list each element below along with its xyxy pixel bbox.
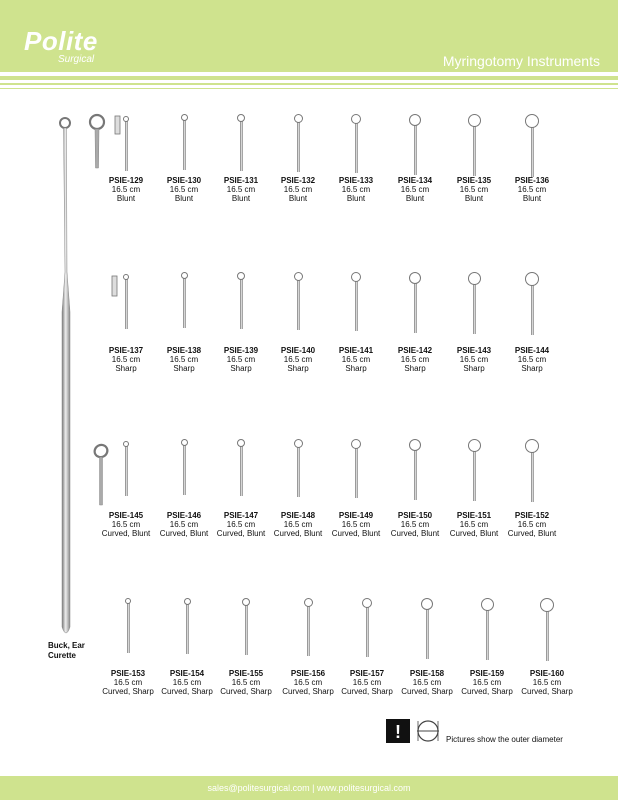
instrument-tip-ring	[481, 598, 494, 611]
product-type: Blunt	[288, 194, 308, 203]
instrument-shaft	[426, 609, 429, 659]
product-size: 16.5 cm	[517, 185, 547, 194]
product-size: 16.5 cm	[517, 520, 547, 529]
diameter-note	[386, 717, 442, 752]
product-type: Curved, Sharp	[341, 687, 393, 696]
product-type: Blunt	[464, 194, 484, 203]
product-code: PSIE-140	[280, 346, 316, 355]
product-code: PSIE-146	[166, 511, 202, 520]
product-item	[492, 346, 572, 373]
product-size: 16.5 cm	[341, 185, 371, 194]
product-code: PSIE-133	[338, 176, 374, 185]
product-size: 16.5 cm	[226, 520, 256, 529]
instrument-shaft	[186, 604, 189, 654]
reference-label	[48, 641, 85, 661]
product-type: Sharp	[230, 364, 252, 373]
product-type: Sharp	[287, 364, 309, 373]
instrument-image	[181, 114, 188, 171]
buck-ear-curette-image	[48, 112, 84, 640]
product-code: PSIE-156	[290, 669, 326, 678]
product-size: 16.5 cm	[352, 678, 382, 687]
product-size: 16.5 cm	[113, 678, 143, 687]
instrument-shaft	[307, 606, 310, 656]
product-code: PSIE-159	[469, 669, 505, 678]
product-type: Sharp	[463, 364, 485, 373]
instrument-image	[362, 598, 372, 658]
curved-probe-image-2	[92, 441, 114, 507]
product-code: PSIE-152	[514, 511, 550, 520]
instrument-image	[237, 114, 245, 172]
product-size: 16.5 cm	[459, 185, 489, 194]
instrument-image	[481, 598, 494, 661]
instrument-image	[468, 272, 481, 335]
instrument-shaft	[127, 603, 130, 653]
product-code: PSIE-160	[529, 669, 565, 678]
reference-label-line1: Buck, Ear	[48, 641, 85, 650]
exclamation-icon: !	[395, 722, 401, 742]
instrument-shaft	[531, 127, 534, 177]
product-type: Sharp	[345, 364, 367, 373]
product-size: 16.5 cm	[283, 355, 313, 364]
product-size: 16.5 cm	[341, 355, 371, 364]
product-code: PSIE-155	[228, 669, 264, 678]
product-size: 16.5 cm	[169, 520, 199, 529]
product-type: Curved, Blunt	[273, 529, 323, 538]
product-code: PSIE-130	[166, 176, 202, 185]
instrument-tip-ring	[237, 439, 245, 447]
instrument-tip-ring	[351, 439, 361, 449]
instrument-image	[181, 439, 188, 496]
product-code: PSIE-158	[409, 669, 445, 678]
product-code: PSIE-145	[108, 511, 144, 520]
instrument-image	[237, 272, 245, 330]
product-code: PSIE-142	[397, 346, 433, 355]
instrument-tip-ring	[468, 114, 481, 127]
tip-preview-blunt	[113, 114, 123, 138]
product-type: Curved, Blunt	[216, 529, 266, 538]
product-size: 16.5 cm	[111, 185, 141, 194]
product-type: Blunt	[405, 194, 425, 203]
instrument-tip-ring	[294, 272, 303, 281]
instrument-tip-ring	[525, 114, 539, 128]
product-type: Blunt	[174, 194, 194, 203]
product-code: PSIE-131	[223, 176, 259, 185]
instrument-shaft	[486, 610, 489, 660]
instrument-shaft	[125, 279, 128, 329]
instrument-image	[468, 114, 481, 177]
product-type: Curved, Sharp	[161, 687, 213, 696]
instrument-image	[304, 598, 313, 657]
product-size: 16.5 cm	[412, 678, 442, 687]
product-type: Curved, Blunt	[331, 529, 381, 538]
product-code: PSIE-149	[338, 511, 374, 520]
instrument-image	[409, 114, 421, 176]
product-size: 16.5 cm	[226, 355, 256, 364]
product-size: 16.5 cm	[400, 355, 430, 364]
instrument-image	[294, 439, 303, 498]
product-type: Curved, Sharp	[102, 687, 154, 696]
instrument-image	[123, 116, 129, 170]
instrument-shaft	[473, 284, 476, 334]
instrument-shaft	[297, 280, 300, 330]
product-type: Blunt	[522, 194, 542, 203]
product-item	[492, 176, 572, 203]
header-band	[0, 0, 618, 72]
instrument-shaft	[183, 278, 186, 328]
product-size: 16.5 cm	[517, 355, 547, 364]
product-code: PSIE-147	[223, 511, 259, 520]
product-type: Curved, Blunt	[101, 529, 151, 538]
instrument-image	[468, 439, 481, 502]
product-size: 16.5 cm	[532, 678, 562, 687]
instrument-shaft	[473, 451, 476, 501]
product-size: 16.5 cm	[226, 185, 256, 194]
product-type: Sharp	[521, 364, 543, 373]
instrument-tip-ring	[294, 114, 303, 123]
product-code: PSIE-154	[169, 669, 205, 678]
instrument-image	[125, 598, 131, 654]
instrument-tip-ring	[409, 439, 421, 451]
instrument-tip-ring	[525, 439, 539, 453]
instrument-image	[237, 439, 245, 497]
instrument-image	[294, 272, 303, 331]
instrument-tip-ring	[181, 439, 188, 446]
product-size: 16.5 cm	[169, 185, 199, 194]
instrument-image	[242, 598, 250, 656]
instrument-shaft	[355, 281, 358, 331]
product-code: PSIE-141	[338, 346, 374, 355]
product-code: PSIE-157	[349, 669, 385, 678]
product-code: PSIE-139	[223, 346, 259, 355]
product-size: 16.5 cm	[341, 520, 371, 529]
page-title: Myringotomy Instruments	[442, 53, 600, 69]
product-type: Sharp	[404, 364, 426, 373]
instrument-tip-ring	[468, 272, 481, 285]
product-code: PSIE-153	[110, 669, 146, 678]
instrument-tip-ring	[181, 272, 188, 279]
instrument-tip-ring	[181, 114, 188, 121]
instrument-shaft	[183, 120, 186, 170]
curved-probe-image	[86, 112, 108, 172]
instrument-shaft	[125, 446, 128, 496]
instrument-shaft	[355, 123, 358, 173]
product-size: 16.5 cm	[169, 355, 199, 364]
product-size: 16.5 cm	[472, 678, 502, 687]
tip-preview-sharp	[110, 274, 120, 300]
footer-band	[0, 776, 618, 800]
product-type: Sharp	[115, 364, 137, 373]
instrument-tip-ring	[125, 598, 131, 604]
product-code: PSIE-129	[108, 176, 144, 185]
instrument-shaft	[125, 121, 128, 171]
instrument-tip-ring	[184, 598, 191, 605]
instrument-shaft	[414, 125, 417, 175]
product-type: Curved, Sharp	[220, 687, 272, 696]
brand-subtitle: Surgical	[58, 54, 95, 65]
instrument-shaft	[531, 452, 534, 502]
instrument-tip-ring	[421, 598, 433, 610]
instrument-shaft	[366, 607, 369, 657]
product-item	[507, 669, 587, 696]
product-type: Curved, Sharp	[461, 687, 513, 696]
product-type: Curved, Sharp	[401, 687, 453, 696]
instrument-shaft	[297, 122, 300, 172]
product-type: Sharp	[173, 364, 195, 373]
instrument-image	[525, 114, 539, 178]
instrument-shaft	[240, 446, 243, 496]
product-type: Curved, Blunt	[159, 529, 209, 538]
product-size: 16.5 cm	[231, 678, 261, 687]
instrument-image	[525, 439, 539, 503]
instrument-tip-ring	[362, 598, 372, 608]
instrument-shaft	[240, 121, 243, 171]
product-size: 16.5 cm	[400, 520, 430, 529]
instrument-tip-ring	[123, 441, 129, 447]
product-size: 16.5 cm	[283, 520, 313, 529]
product-size: 16.5 cm	[283, 185, 313, 194]
brand-logo: Polite	[24, 26, 98, 56]
header-stripe-hair	[0, 88, 618, 89]
note-icons	[386, 717, 442, 747]
instrument-image	[184, 598, 191, 655]
product-size: 16.5 cm	[172, 678, 202, 687]
product-type: Curved, Blunt	[507, 529, 557, 538]
header-stripe	[0, 76, 618, 80]
instrument-tip-ring	[540, 598, 554, 612]
product-size: 16.5 cm	[111, 355, 141, 364]
instrument-shaft	[414, 283, 417, 333]
instrument-tip-ring	[351, 272, 361, 282]
product-size: 16.5 cm	[459, 520, 489, 529]
instrument-shaft	[297, 447, 300, 497]
instrument-shaft	[546, 611, 549, 661]
reference-label-line2: Curette	[48, 651, 77, 660]
instrument-image	[294, 114, 303, 173]
instrument-image	[123, 274, 129, 328]
instrument-tip-ring	[525, 272, 539, 286]
instrument-shaft	[245, 605, 248, 655]
instrument-image	[409, 272, 421, 334]
instrument-tip-ring	[294, 439, 303, 448]
product-code: PSIE-143	[456, 346, 492, 355]
instrument-tip-ring	[237, 272, 245, 280]
instrument-shaft	[240, 279, 243, 329]
instrument-shaft	[531, 285, 534, 335]
instrument-image	[181, 272, 188, 329]
instrument-image	[540, 598, 554, 662]
instrument-shaft	[473, 126, 476, 176]
product-type: Curved, Blunt	[449, 529, 499, 538]
instrument-image	[351, 439, 361, 499]
product-type: Blunt	[116, 194, 136, 203]
product-size: 16.5 cm	[459, 355, 489, 364]
product-type: Blunt	[346, 194, 366, 203]
product-type: Curved, Sharp	[521, 687, 573, 696]
instrument-tip-ring	[123, 116, 129, 122]
product-code: PSIE-136	[514, 176, 550, 185]
instrument-image	[123, 441, 129, 495]
instrument-image	[525, 272, 539, 336]
product-size: 16.5 cm	[293, 678, 323, 687]
product-code: PSIE-137	[108, 346, 144, 355]
instrument-tip-ring	[351, 114, 361, 124]
header-stripe-thin	[0, 83, 618, 85]
instrument-tip-ring	[409, 114, 421, 126]
product-code: PSIE-132	[280, 176, 316, 185]
product-size: 16.5 cm	[400, 185, 430, 194]
footer-contact: sales@politesurgical.com | www.politesurgical.com	[207, 783, 411, 793]
product-type: Curved, Sharp	[282, 687, 334, 696]
instrument-tip-ring	[242, 598, 250, 606]
instrument-tip-ring	[409, 272, 421, 284]
product-code: PSIE-144	[514, 346, 550, 355]
instrument-tip-ring	[237, 114, 245, 122]
instrument-image	[421, 598, 433, 660]
product-code: PSIE-135	[456, 176, 492, 185]
note-text: Pictures show the outer diameter	[446, 735, 563, 744]
product-code: PSIE-148	[280, 511, 316, 520]
product-type: Blunt	[231, 194, 251, 203]
instrument-tip-ring	[123, 274, 129, 280]
product-type: Curved, Blunt	[390, 529, 440, 538]
instrument-image	[409, 439, 421, 501]
instrument-tip-ring	[304, 598, 313, 607]
product-item	[492, 511, 572, 538]
instrument-shaft	[183, 445, 186, 495]
product-code: PSIE-151	[456, 511, 492, 520]
instrument-shaft	[355, 448, 358, 498]
product-size: 16.5 cm	[111, 520, 141, 529]
product-code: PSIE-138	[166, 346, 202, 355]
product-code: PSIE-150	[397, 511, 433, 520]
product-code: PSIE-134	[397, 176, 433, 185]
instrument-image	[351, 114, 361, 174]
instrument-image	[351, 272, 361, 332]
instrument-shaft	[414, 450, 417, 500]
instrument-tip-ring	[468, 439, 481, 452]
